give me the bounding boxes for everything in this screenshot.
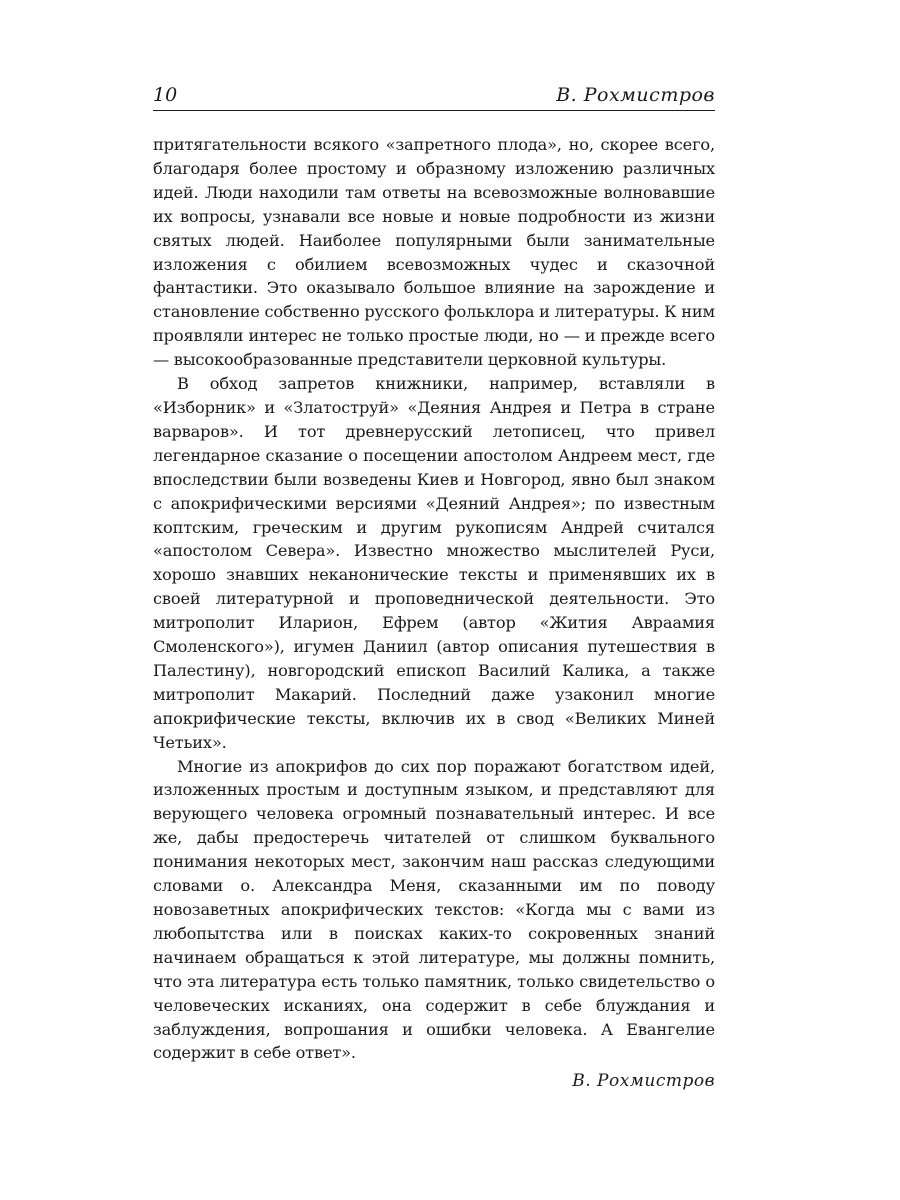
paragraph-1: притягательности всякого «запретного плода», но, скорее всего, благодаря более простому и образному изложению различных идей. Люди находили там ответы на всевозможные волновавшие их вопросы, узнавали все новые и новые подробности из жизни святых людей. Наиболее популярными были занимательные изложения с обилием всевозможных чудес и сказочной фантастики. Это оказывало большое влияние на зарождение и становление собственно русского фольклора и литературы. К ним проявляли интерес не только простые люди, но — и прежде всего — высокообразованные представители церковной культуры. bbox=[153, 135, 715, 370]
paragraph-3: Многие из апокрифов до сих пор поражают богатством идей, изложенных простым и доступным языком, и представляют для верующего человека огромный познавательный интерес. И все же, дабы предостеречь читателей от слишком буквального понимания некоторых мест, закончим наш рассказ следующими словами о. Александра Меня, сказанными им по поводу новозаветных апокрифических текстов: «Когда мы с вами из любопытства или в поисках каких-то сокровенных знаний начинаем обращаться к этой литературе, мы должны помнить, что эта литература есть только памятник, только свидетельство о человеческих исканиях, она содержит в себе блуждания и заблуждения, вопрошания и ошибки человека. А Евангелие содержит в себе ответ». bbox=[153, 756, 715, 1063]
body-text bbox=[153, 133, 715, 1065]
running-head-author: В. Рохмистров bbox=[556, 84, 715, 106]
running-head bbox=[153, 80, 715, 111]
author-signature: В. Рохмистров bbox=[572, 1071, 715, 1092]
page-number: 10 bbox=[153, 84, 178, 106]
book-page bbox=[153, 80, 715, 1091]
paragraph-2: В обход запретов книжники, например, вставляли в «Изборник» и «Златоструй» «Деяния Андрея и Петра в стране варваров». И тот древнерусский летописец, что привел легендарное сказание о посещении апостолом Андреем мест, где впоследствии были возведены Киев и Новгород, явно был знаком с апокрифическими версиями «Деяний Андрея»; по известным коптским, греческим и другим рукописям Андрей считался «апостолом Севера». Известно множество мыслителей Руси, хорошо знавших неканонические тексты и применявших их в своей литературной и проповеднической деятельности. Это митрополит Иларион, Ефрем (автор «Жития Авраамия Смоленского»), игумен Даниил (автор описания путешествия в Палестину), новгородский епископ Василий Калика, а также митрополит Макарий. Последний даже узаконил многие апокрифические тексты, включив их в свод «Великих Миней Четьих». bbox=[153, 374, 715, 752]
